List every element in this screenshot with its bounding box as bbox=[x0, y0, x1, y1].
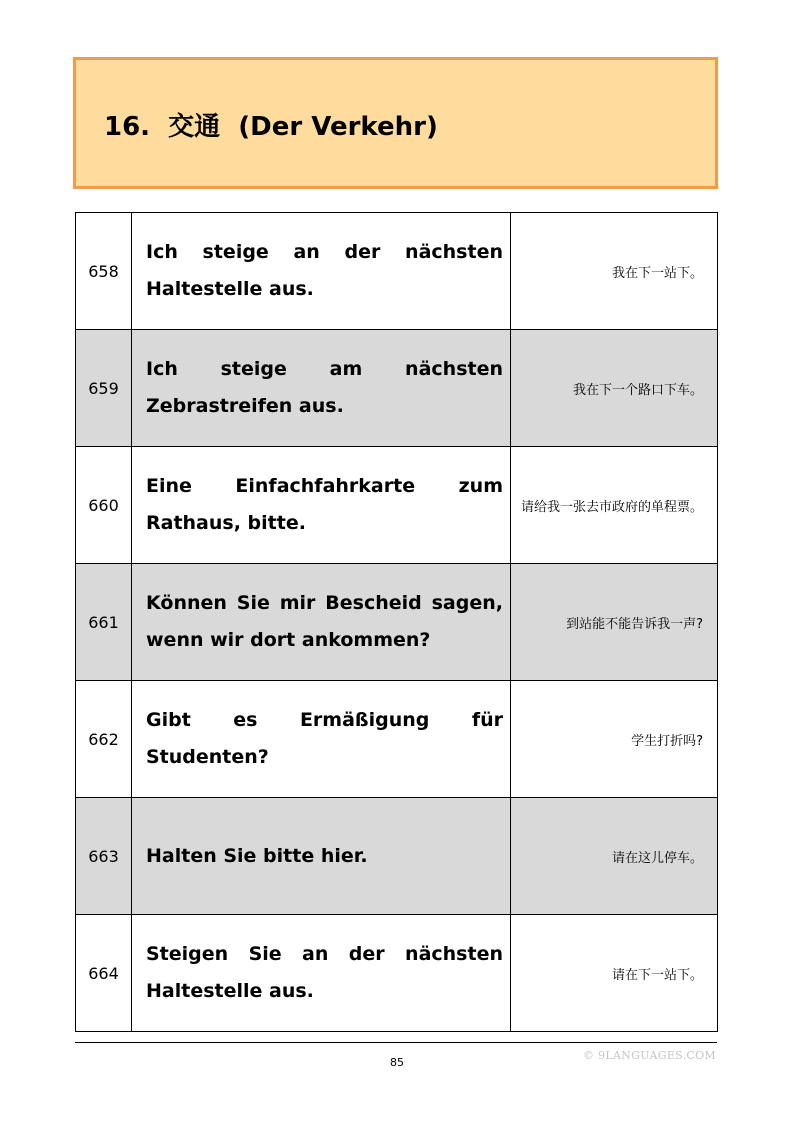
copyright-watermark: © 9LANGUAGES.COM bbox=[583, 1049, 716, 1062]
german-phrase: Ich steige an der nächsten Haltestelle aus. bbox=[146, 241, 503, 300]
table-row bbox=[76, 564, 718, 681]
chinese-translation: 请在这儿停车。 bbox=[511, 798, 718, 915]
german-phrase: Ich steige am nächsten Zebrastreifen aus. bbox=[146, 358, 503, 417]
german-phrase-cell bbox=[132, 564, 511, 681]
table-row bbox=[76, 798, 718, 915]
phrase-number: 663 bbox=[76, 798, 132, 915]
table-row bbox=[76, 915, 718, 1032]
page-number: 85 bbox=[390, 1056, 404, 1069]
chinese-translation: 我在下一站下。 bbox=[511, 213, 718, 330]
chinese-translation: 到站能不能告诉我一声? bbox=[511, 564, 718, 681]
german-phrase-cell bbox=[132, 447, 511, 564]
phrase-number: 664 bbox=[76, 915, 132, 1032]
phrase-number: 660 bbox=[76, 447, 132, 564]
chinese-translation: 请在下一站下。 bbox=[511, 915, 718, 1032]
german-phrase: Halten Sie bitte hier. bbox=[146, 844, 368, 867]
table-row bbox=[76, 330, 718, 447]
bottom-divider bbox=[75, 1042, 717, 1043]
german-phrase-cell bbox=[132, 915, 511, 1032]
german-phrase-cell bbox=[132, 798, 511, 915]
german-phrase-cell bbox=[132, 681, 511, 798]
phrase-number: 658 bbox=[76, 213, 132, 330]
phrase-number: 662 bbox=[76, 681, 132, 798]
phrase-table bbox=[75, 212, 718, 1032]
chinese-translation: 学生打折吗? bbox=[511, 681, 718, 798]
chapter-title: 16. 交通 (Der Verkehr) bbox=[104, 112, 438, 142]
table-row bbox=[76, 681, 718, 798]
chapter-title-box bbox=[73, 57, 718, 189]
german-phrase-cell bbox=[132, 330, 511, 447]
german-phrase: Gibt es Ermäßigung für Studenten? bbox=[146, 709, 503, 768]
table-row bbox=[76, 447, 718, 564]
german-phrase-cell bbox=[132, 213, 511, 330]
chinese-translation: 请给我一张去市政府的单程票。 bbox=[511, 447, 718, 564]
chinese-translation: 我在下一个路口下车。 bbox=[511, 330, 718, 447]
phrase-number: 661 bbox=[76, 564, 132, 681]
phrase-number: 659 bbox=[76, 330, 132, 447]
german-phrase: Können Sie mir Bescheid sagen, wenn wir dort ankommen? bbox=[146, 592, 503, 651]
table-row bbox=[76, 213, 718, 330]
german-phrase: Eine Einfachfahrkarte zum Rathaus, bitte. bbox=[146, 475, 503, 534]
german-phrase: Steigen Sie an der nächsten Haltestelle aus. bbox=[146, 943, 503, 1002]
